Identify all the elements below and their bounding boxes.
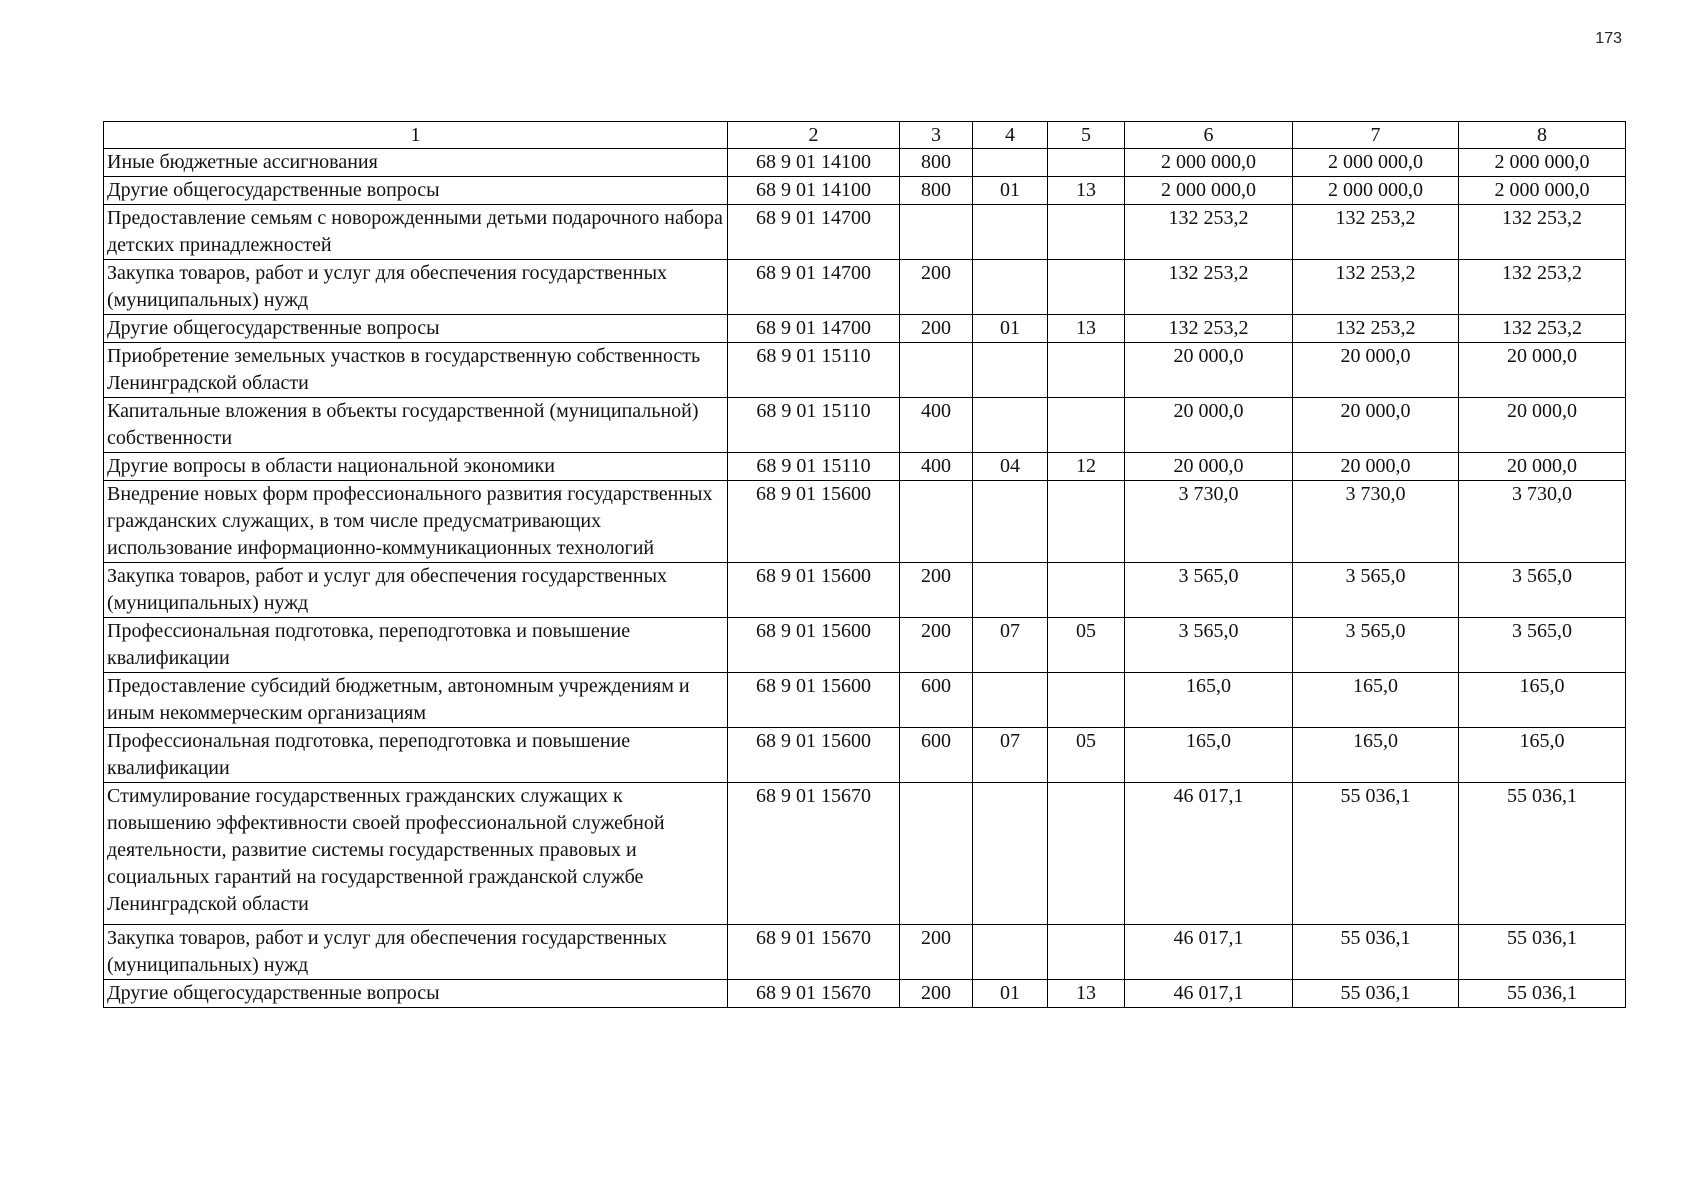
row-vr: 800: [900, 177, 973, 205]
row-value-8: 132 253,2: [1459, 205, 1626, 260]
row-pr: [1048, 205, 1125, 260]
row-rz: 07: [973, 728, 1048, 783]
row-code: 68 9 01 15600: [728, 618, 900, 673]
row-vr: 400: [900, 398, 973, 453]
row-name: Предоставление субсидий бюджетным, автономным учреждениям и иным некоммерческим организациям: [104, 673, 728, 728]
row-pr: [1048, 925, 1125, 980]
row-rz: [973, 205, 1048, 260]
table-row: [104, 315, 1626, 343]
row-name: Профессиональная подготовка, переподготовка и повышение квалификации: [104, 728, 728, 783]
table-row: [104, 398, 1626, 453]
row-value-6: 3 730,0: [1125, 481, 1293, 563]
row-value-6: 3 565,0: [1125, 618, 1293, 673]
row-value-6: 20 000,0: [1125, 343, 1293, 398]
row-pr: [1048, 149, 1125, 177]
table-row: [104, 563, 1626, 618]
row-value-6: 165,0: [1125, 728, 1293, 783]
row-name: Предоставление семьям с новорожденными детьми подарочного набора детских принадлежностей: [104, 205, 728, 260]
row-pr: [1048, 673, 1125, 728]
row-pr: [1048, 563, 1125, 618]
row-vr: 600: [900, 728, 973, 783]
row-pr: [1048, 783, 1125, 925]
row-vr: [900, 481, 973, 563]
row-value-6: 2 000 000,0: [1125, 149, 1293, 177]
row-name: Иные бюджетные ассигнования: [104, 149, 728, 177]
row-pr: [1048, 260, 1125, 315]
table-row: [104, 728, 1626, 783]
row-value-7: 132 253,2: [1293, 205, 1459, 260]
row-value-8: 55 036,1: [1459, 980, 1626, 1008]
row-value-8: 20 000,0: [1459, 398, 1626, 453]
row-name: Закупка товаров, работ и услуг для обеспечения государственных (муниципальных) нужд: [104, 925, 728, 980]
row-code: 68 9 01 15600: [728, 481, 900, 563]
row-value-7: 55 036,1: [1293, 980, 1459, 1008]
row-value-7: 20 000,0: [1293, 453, 1459, 481]
row-name: Стимулирование государственных гражданских служащих к повышению эффективности своей профессиональной служебной деятельности, развитие системы государственных правовых и социальных гарантий на государственной гражданской службе Ленинградской области: [104, 783, 728, 925]
row-value-6: 46 017,1: [1125, 783, 1293, 925]
row-value-7: 55 036,1: [1293, 925, 1459, 980]
row-code: 68 9 01 15600: [728, 728, 900, 783]
row-vr: 200: [900, 260, 973, 315]
row-code: 68 9 01 14700: [728, 205, 900, 260]
row-value-7: 20 000,0: [1293, 343, 1459, 398]
row-code: 68 9 01 15110: [728, 398, 900, 453]
row-value-7: 132 253,2: [1293, 315, 1459, 343]
row-pr: 05: [1048, 618, 1125, 673]
row-rz: [973, 343, 1048, 398]
row-value-7: 165,0: [1293, 728, 1459, 783]
row-vr: 200: [900, 980, 973, 1008]
row-name: Другие общегосударственные вопросы: [104, 177, 728, 205]
header-col-2: 2: [728, 122, 900, 149]
row-name: Приобретение земельных участков в государственную собственность Ленинградской области: [104, 343, 728, 398]
row-pr: 13: [1048, 980, 1125, 1008]
row-rz: [973, 398, 1048, 453]
row-rz: 04: [973, 453, 1048, 481]
row-pr: [1048, 398, 1125, 453]
row-value-8: 3 565,0: [1459, 563, 1626, 618]
row-vr: 200: [900, 618, 973, 673]
row-name: Закупка товаров, работ и услуг для обеспечения государственных (муниципальных) нужд: [104, 260, 728, 315]
row-value-6: 132 253,2: [1125, 205, 1293, 260]
row-value-8: 2 000 000,0: [1459, 177, 1626, 205]
row-value-6: 20 000,0: [1125, 398, 1293, 453]
header-col-3: 3: [900, 122, 973, 149]
row-name: Профессиональная подготовка, переподготовка и повышение квалификации: [104, 618, 728, 673]
row-rz: [973, 925, 1048, 980]
row-code: 68 9 01 14700: [728, 315, 900, 343]
row-vr: 200: [900, 315, 973, 343]
row-name: Закупка товаров, работ и услуг для обеспечения государственных (муниципальных) нужд: [104, 563, 728, 618]
row-value-7: 2 000 000,0: [1293, 177, 1459, 205]
table-row: [104, 673, 1626, 728]
row-value-8: 165,0: [1459, 673, 1626, 728]
row-pr: 12: [1048, 453, 1125, 481]
row-name: Капитальные вложения в объекты государственной (муниципальной) собственности: [104, 398, 728, 453]
header-row: [104, 122, 1626, 149]
row-value-6: 132 253,2: [1125, 315, 1293, 343]
row-code: 68 9 01 15670: [728, 925, 900, 980]
row-rz: [973, 260, 1048, 315]
header-col-8: 8: [1459, 122, 1626, 149]
row-value-6: 2 000 000,0: [1125, 177, 1293, 205]
row-rz: [973, 783, 1048, 925]
header-col-5: 5: [1048, 122, 1125, 149]
row-value-7: 3 730,0: [1293, 481, 1459, 563]
table-row: [104, 453, 1626, 481]
row-code: 68 9 01 14100: [728, 177, 900, 205]
row-value-6: 165,0: [1125, 673, 1293, 728]
row-value-8: 132 253,2: [1459, 260, 1626, 315]
row-code: 68 9 01 15110: [728, 343, 900, 398]
table-row: [104, 177, 1626, 205]
row-pr: 13: [1048, 177, 1125, 205]
row-value-6: 132 253,2: [1125, 260, 1293, 315]
row-value-7: 3 565,0: [1293, 618, 1459, 673]
row-value-7: 20 000,0: [1293, 398, 1459, 453]
row-value-8: 3 565,0: [1459, 618, 1626, 673]
row-value-6: 46 017,1: [1125, 925, 1293, 980]
row-code: 68 9 01 15600: [728, 563, 900, 618]
row-value-6: 46 017,1: [1125, 980, 1293, 1008]
row-value-6: 3 565,0: [1125, 563, 1293, 618]
row-value-8: 20 000,0: [1459, 453, 1626, 481]
header-col-6: 6: [1125, 122, 1293, 149]
row-value-7: 55 036,1: [1293, 783, 1459, 925]
row-pr: [1048, 481, 1125, 563]
row-vr: [900, 783, 973, 925]
row-value-6: 20 000,0: [1125, 453, 1293, 481]
row-code: 68 9 01 14700: [728, 260, 900, 315]
row-vr: 400: [900, 453, 973, 481]
row-rz: [973, 149, 1048, 177]
row-vr: 200: [900, 925, 973, 980]
row-vr: 200: [900, 563, 973, 618]
header-col-7: 7: [1293, 122, 1459, 149]
row-vr: 600: [900, 673, 973, 728]
row-name: Внедрение новых форм профессионального развития государственных гражданских служащих, в том числе предусматривающих использование информационно-коммуникационных технологий: [104, 481, 728, 563]
row-code: 68 9 01 14100: [728, 149, 900, 177]
row-pr: [1048, 343, 1125, 398]
header-col-4: 4: [973, 122, 1048, 149]
row-value-7: 2 000 000,0: [1293, 149, 1459, 177]
table-row: [104, 481, 1626, 563]
header-col-1: 1: [104, 122, 728, 149]
row-rz: [973, 673, 1048, 728]
row-code: 68 9 01 15600: [728, 673, 900, 728]
row-value-8: 2 000 000,0: [1459, 149, 1626, 177]
row-rz: [973, 563, 1048, 618]
row-vr: 800: [900, 149, 973, 177]
budget-table: [103, 121, 1626, 1008]
row-code: 68 9 01 15670: [728, 980, 900, 1008]
row-value-8: 132 253,2: [1459, 315, 1626, 343]
page-number: 173: [1595, 30, 1622, 47]
row-rz: [973, 481, 1048, 563]
row-value-7: 3 565,0: [1293, 563, 1459, 618]
row-name: Другие общегосударственные вопросы: [104, 980, 728, 1008]
row-value-8: 55 036,1: [1459, 925, 1626, 980]
row-rz: 01: [973, 177, 1048, 205]
row-value-8: 3 730,0: [1459, 481, 1626, 563]
row-value-7: 165,0: [1293, 673, 1459, 728]
row-rz: 01: [973, 315, 1048, 343]
row-vr: [900, 205, 973, 260]
table-row: [104, 783, 1626, 925]
row-vr: [900, 343, 973, 398]
table-row: [104, 925, 1626, 980]
table-row: [104, 980, 1626, 1008]
row-rz: 07: [973, 618, 1048, 673]
row-rz: 01: [973, 980, 1048, 1008]
row-name: Другие вопросы в области национальной экономики: [104, 453, 728, 481]
row-value-8: 55 036,1: [1459, 783, 1626, 925]
row-value-8: 20 000,0: [1459, 343, 1626, 398]
table-row: [104, 618, 1626, 673]
row-pr: 05: [1048, 728, 1125, 783]
row-name: Другие общегосударственные вопросы: [104, 315, 728, 343]
row-code: 68 9 01 15670: [728, 783, 900, 925]
table-row: [104, 205, 1626, 260]
table-row: [104, 149, 1626, 177]
row-pr: 13: [1048, 315, 1125, 343]
table-row: [104, 260, 1626, 315]
row-code: 68 9 01 15110: [728, 453, 900, 481]
table-row: [104, 343, 1626, 398]
row-value-7: 132 253,2: [1293, 260, 1459, 315]
row-value-8: 165,0: [1459, 728, 1626, 783]
